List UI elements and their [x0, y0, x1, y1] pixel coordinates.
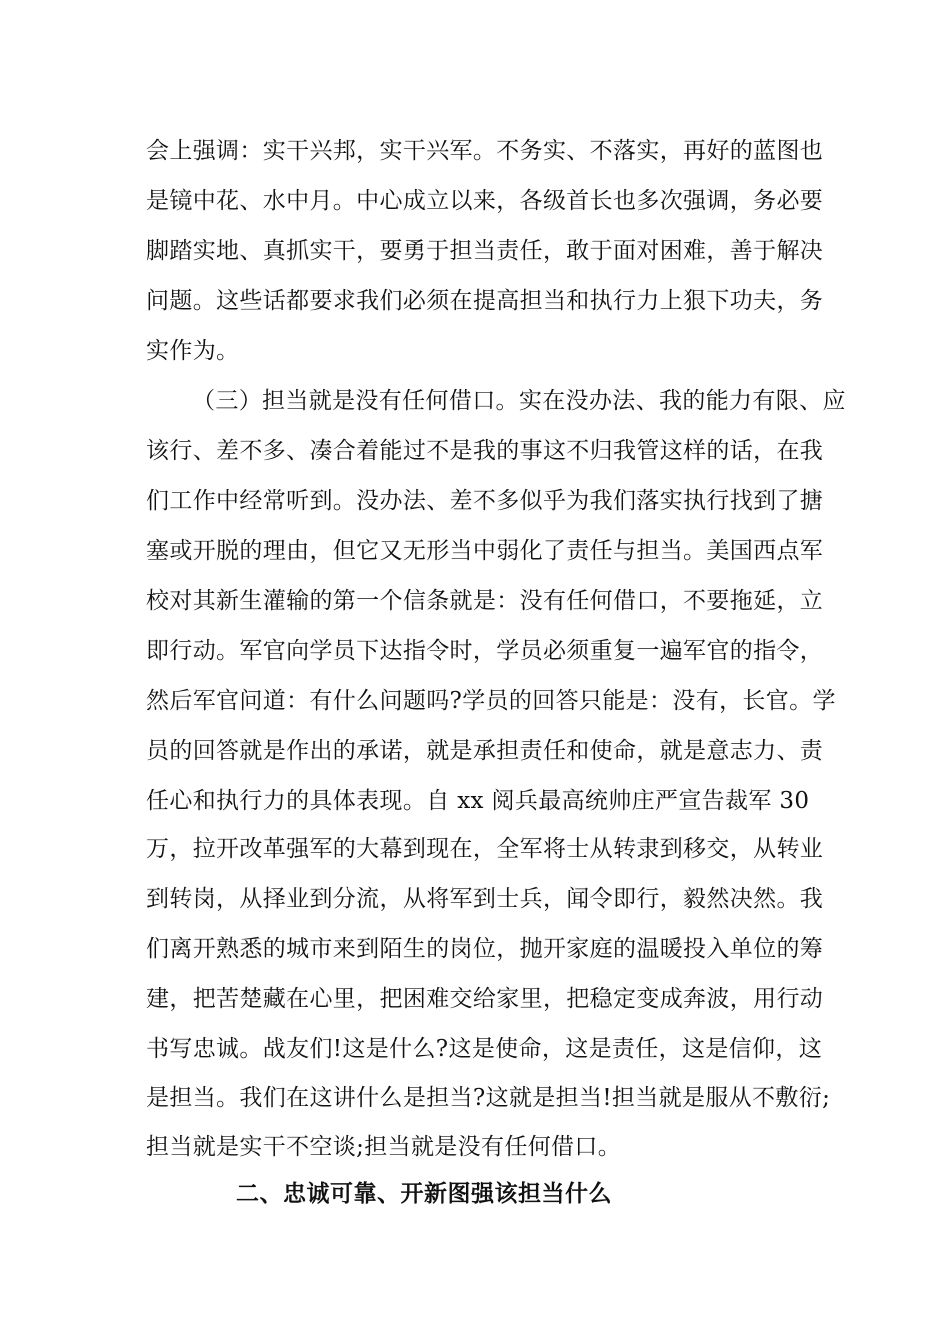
text-line: 会上强调：实干兴邦，实干兴军。不务实、不落实，再好的蓝图也: [146, 138, 824, 164]
text-line: 任心和执行力的具体表现。自 xx 阅兵最高统帅庄严宣告裁军 30: [146, 788, 810, 814]
text-line: 书写忠诚。战友们!这是什么?这是使命，这是责任，这是信仰，这: [146, 1036, 823, 1062]
text-line: 员的回答就是作出的承诺，就是承担责任和使命，就是意志力、责: [146, 738, 824, 764]
section-heading: 二、忠诚可靠、开新图强该担当什么: [236, 1180, 612, 1207]
text-line: 们工作中经常听到。没办法、差不多似乎为我们落实执行找到了搪: [146, 488, 824, 514]
text-line: 校对其新生灌输的第一个信条就是：没有任何借口，不要拖延，立: [146, 588, 824, 614]
text-line: 是镜中花、水中月。中心成立以来，各级首长也多次强调，务必要: [146, 188, 824, 214]
text-line: 脚踏实地、真抓实干，要勇于担当责任，敢于面对困难，善于解决: [146, 238, 824, 264]
text-line: 建，把苦楚藏在心里，把困难交给家里，把稳定变成奔波，用行动: [146, 986, 824, 1012]
text-line: 到转岗，从择业到分流，从将军到士兵，闻令即行，毅然决然。我: [146, 886, 824, 912]
text-line: 是担当。我们在这讲什么是担当?这就是担当!担当就是服从不敷衍;: [146, 1085, 831, 1111]
text-line: 该行、差不多、凑合着能过不是我的事这不归我管这样的话，在我: [146, 438, 824, 464]
text-line: 然后军官问道：有什么问题吗?学员的回答只能是：没有，长官。学: [146, 688, 836, 714]
text-line: 实作为。: [146, 338, 240, 364]
text-line: 塞或开脱的理由，但它又无形当中弱化了责任与担当。美国西点军: [146, 538, 824, 564]
text-line: 万，拉开改革强军的大幕到现在，全军将士从转隶到移交，从转业: [146, 836, 824, 862]
text-line: 问题。这些话都要求我们必须在提高担当和执行力上狠下功夫，务: [146, 288, 824, 314]
text-line: 们离开熟悉的城市来到陌生的岗位，抛开家庭的温暖投入单位的筹: [146, 936, 824, 962]
text-line: 即行动。军官向学员下达指令时，学员必须重复一遍军官的指令，: [146, 638, 824, 664]
text-line: 担当就是实干不空谈;担当就是没有任何借口。: [146, 1134, 622, 1160]
text-line: （三）担当就是没有任何借口。实在没办法、我的能力有限、应: [192, 388, 846, 414]
